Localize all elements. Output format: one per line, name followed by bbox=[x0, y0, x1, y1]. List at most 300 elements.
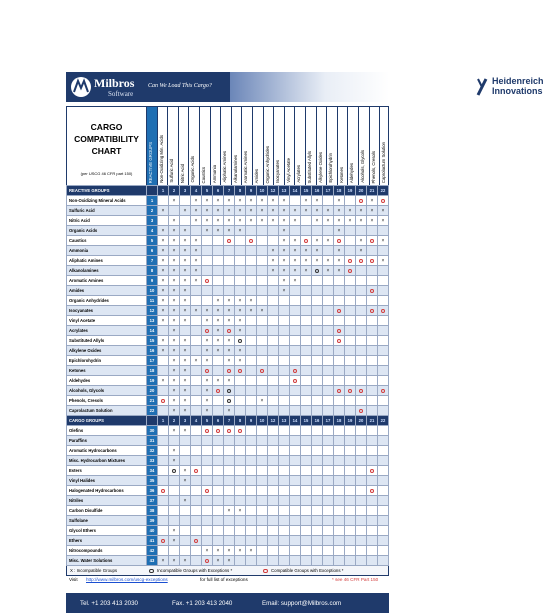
incompatible-mark-icon: × bbox=[282, 227, 286, 234]
grid-cell bbox=[158, 426, 169, 436]
incompatible-mark-icon: × bbox=[238, 297, 242, 304]
grid-cell bbox=[235, 366, 246, 376]
grid-cell bbox=[202, 346, 213, 356]
grid-cell bbox=[345, 406, 356, 416]
column-number: 22 bbox=[378, 416, 389, 426]
grid-cell bbox=[312, 436, 323, 446]
grid-cell bbox=[279, 326, 290, 336]
grid-cell bbox=[290, 506, 301, 516]
incompatible-mark-icon: × bbox=[359, 217, 363, 224]
grid-cell bbox=[257, 506, 268, 516]
compatible-exception-icon bbox=[304, 239, 309, 244]
row-label: Nitric Acid bbox=[67, 216, 147, 226]
grid-cell bbox=[257, 376, 268, 386]
incompatible-mark-icon: × bbox=[161, 207, 165, 214]
banner bbox=[66, 72, 544, 102]
grid-cell bbox=[224, 206, 235, 216]
grid-cell bbox=[158, 406, 169, 416]
incompatible-mark-icon: × bbox=[172, 297, 176, 304]
incompatible-mark-icon: × bbox=[304, 197, 308, 204]
legend bbox=[66, 566, 389, 576]
grid-cell bbox=[257, 216, 268, 226]
incompatible-mark-icon: × bbox=[194, 217, 198, 224]
incompatible-mark-icon: × bbox=[172, 447, 176, 454]
grid-cell bbox=[279, 346, 290, 356]
grid-cell bbox=[224, 276, 235, 286]
grid-cell bbox=[158, 506, 169, 516]
incompatible-mark-icon: × bbox=[161, 257, 165, 264]
column-number: 4 bbox=[191, 416, 202, 426]
grid-cell bbox=[202, 196, 213, 206]
row-number: 20 bbox=[147, 386, 158, 396]
row-number: 14 bbox=[147, 326, 158, 336]
grid-cell bbox=[224, 256, 235, 266]
incompatible-mark-icon: × bbox=[194, 197, 198, 204]
incompatible-mark-icon: × bbox=[315, 237, 319, 244]
grid-cell bbox=[191, 206, 202, 216]
exceptions-link[interactable]: http://www.milbros.com/uscg-exceptions bbox=[86, 577, 168, 582]
contact-footer bbox=[66, 593, 389, 613]
visit-line bbox=[66, 576, 389, 585]
grid-cell bbox=[213, 276, 224, 286]
grid-cell bbox=[312, 516, 323, 526]
column-number: 16 bbox=[312, 416, 323, 426]
table-row bbox=[67, 406, 389, 416]
grid-cell bbox=[268, 516, 279, 526]
column-header-label: Nitric Acid bbox=[179, 163, 185, 183]
grid-cell bbox=[290, 366, 301, 376]
grid-cell bbox=[202, 306, 213, 316]
grid-cell bbox=[334, 276, 345, 286]
grid-cell bbox=[290, 516, 301, 526]
grid-cell bbox=[191, 556, 202, 566]
compatible-exception-icon bbox=[263, 569, 268, 574]
incompatible-mark-icon: × bbox=[183, 247, 187, 254]
grid-cell bbox=[356, 466, 367, 476]
tagline: Can We Load This Cargo? bbox=[148, 83, 212, 89]
grid-cell bbox=[246, 226, 257, 236]
grid-cell bbox=[224, 496, 235, 506]
row-number: 6 bbox=[147, 246, 158, 256]
grid-cell bbox=[290, 346, 301, 356]
grid-cell bbox=[257, 246, 268, 256]
grid-cell bbox=[345, 286, 356, 296]
grid-cell bbox=[334, 336, 345, 346]
grid-cell bbox=[378, 456, 389, 466]
grid-cell bbox=[158, 246, 169, 256]
grid-cell bbox=[158, 326, 169, 336]
grid-cell bbox=[213, 336, 224, 346]
grid-cell bbox=[279, 496, 290, 506]
compatible-exception-icon bbox=[205, 279, 210, 284]
grid-cell bbox=[257, 356, 268, 366]
grid-cell bbox=[202, 256, 213, 266]
column-number: 16 bbox=[312, 186, 323, 196]
incompatible-mark-icon: × bbox=[205, 357, 209, 364]
column-header-label: Ammonia bbox=[211, 164, 217, 183]
grid-cell bbox=[268, 506, 279, 516]
grid-cell bbox=[169, 376, 180, 386]
grid-cell bbox=[290, 526, 301, 536]
table-row bbox=[67, 346, 389, 356]
incompatible-mark-icon: × bbox=[238, 217, 242, 224]
incompatible-mark-icon: × bbox=[161, 377, 165, 384]
grid-cell bbox=[279, 236, 290, 246]
grid-cell bbox=[158, 436, 169, 446]
column-header bbox=[347, 107, 358, 185]
grid-cell bbox=[268, 356, 279, 366]
grid-cell bbox=[367, 356, 378, 366]
grid-cell bbox=[180, 406, 191, 416]
grid-cell bbox=[312, 206, 323, 216]
incompatible-mark-icon: × bbox=[326, 217, 330, 224]
grid-cell bbox=[158, 336, 169, 346]
grid-cell bbox=[268, 476, 279, 486]
grid-cell bbox=[257, 276, 268, 286]
grid-cell bbox=[312, 306, 323, 316]
grid-cell bbox=[235, 266, 246, 276]
incompatible-mark-icon: × bbox=[216, 297, 220, 304]
grid-cell bbox=[334, 466, 345, 476]
column-number: 15 bbox=[301, 186, 312, 196]
grid-cell bbox=[290, 336, 301, 346]
grid-cell bbox=[246, 236, 257, 246]
grid-cell bbox=[169, 426, 180, 436]
grid-cell bbox=[356, 476, 367, 486]
grid-cell bbox=[213, 496, 224, 506]
grid-cell bbox=[378, 356, 389, 366]
grid-cell bbox=[180, 426, 191, 436]
grid-cell bbox=[268, 296, 279, 306]
grid-cell bbox=[180, 206, 191, 216]
grid-cell bbox=[345, 306, 356, 316]
incompatible-mark-icon: × bbox=[172, 427, 176, 434]
grid-cell bbox=[367, 496, 378, 506]
incompatible-mark-icon: × bbox=[183, 367, 187, 374]
grid-cell bbox=[323, 316, 334, 326]
compatible-exception-icon bbox=[359, 409, 364, 414]
grid-cell bbox=[246, 556, 257, 566]
grid-cell bbox=[312, 296, 323, 306]
grid-cell bbox=[301, 376, 312, 386]
compatible-exception-icon bbox=[370, 239, 375, 244]
grid-cell bbox=[378, 366, 389, 376]
grid-cell bbox=[345, 546, 356, 556]
grid-cell bbox=[235, 456, 246, 466]
grid-cell bbox=[345, 256, 356, 266]
incompatible-mark-icon: × bbox=[183, 397, 187, 404]
grid-cell bbox=[301, 556, 312, 566]
column-header-label: Amides bbox=[254, 168, 259, 183]
grid-cell bbox=[301, 206, 312, 216]
grid-cell bbox=[213, 426, 224, 436]
grid-cell bbox=[323, 356, 334, 366]
grid-cell bbox=[169, 476, 180, 486]
grid-cell bbox=[246, 476, 257, 486]
grid-cell bbox=[213, 486, 224, 496]
compatible-exception-icon bbox=[381, 199, 386, 204]
grid-cell bbox=[224, 296, 235, 306]
grid-cell bbox=[169, 196, 180, 206]
brand-subtitle: Software bbox=[108, 90, 134, 98]
grid-cell bbox=[334, 266, 345, 276]
grid-cell bbox=[235, 326, 246, 336]
incompatible-mark-icon: × bbox=[172, 267, 176, 274]
grid-cell bbox=[378, 246, 389, 256]
grid-cell bbox=[235, 396, 246, 406]
grid-cell bbox=[180, 336, 191, 346]
row-label: Amides bbox=[67, 286, 147, 296]
grid-cell bbox=[246, 316, 257, 326]
grid-cell bbox=[180, 356, 191, 366]
grid-cell bbox=[301, 196, 312, 206]
column-header bbox=[294, 107, 305, 185]
grid-cell bbox=[301, 476, 312, 486]
grid-cell bbox=[290, 256, 301, 266]
grid-cell bbox=[356, 256, 367, 266]
grid-cell bbox=[246, 386, 257, 396]
grid-cell bbox=[191, 406, 202, 416]
column-header-label: Substituted Allyls bbox=[307, 150, 312, 183]
grid-cell bbox=[158, 276, 169, 286]
grid-cell bbox=[235, 446, 246, 456]
grid-cell bbox=[213, 526, 224, 536]
incompatible-mark-icon: × bbox=[282, 247, 286, 254]
grid-cell bbox=[180, 216, 191, 226]
grid-cell bbox=[202, 406, 213, 416]
grid-cell bbox=[180, 346, 191, 356]
grid-cell bbox=[257, 496, 268, 506]
grid-cell bbox=[169, 496, 180, 506]
column-number: 1 bbox=[158, 416, 169, 426]
incompatible-mark-icon: × bbox=[183, 267, 187, 274]
grid-cell bbox=[334, 366, 345, 376]
column-header bbox=[188, 107, 199, 185]
grid-cell bbox=[202, 496, 213, 506]
grid-cell bbox=[158, 546, 169, 556]
grid-cell bbox=[290, 306, 301, 316]
row-label: Alcohols, Glycols bbox=[67, 386, 147, 396]
grid-cell bbox=[202, 266, 213, 276]
grid-cell bbox=[191, 396, 202, 406]
incompatible-exception-icon bbox=[172, 469, 177, 474]
incompatible-mark-icon: × bbox=[161, 347, 165, 354]
grid-cell bbox=[345, 516, 356, 526]
incompatible-mark-icon: × bbox=[359, 237, 363, 244]
row-label: Aliphatic Amines bbox=[67, 256, 147, 266]
grid-cell bbox=[345, 326, 356, 336]
incompatible-mark-icon: × bbox=[172, 197, 176, 204]
grid-cell bbox=[268, 436, 279, 446]
grid-cell bbox=[224, 406, 235, 416]
incompatible-mark-icon: × bbox=[172, 307, 176, 314]
grid-cell bbox=[279, 376, 290, 386]
column-number: 3 bbox=[180, 186, 191, 196]
grid-cell bbox=[312, 226, 323, 236]
grid-cell bbox=[191, 366, 202, 376]
column-number: 5 bbox=[202, 416, 213, 426]
grid-cell bbox=[279, 536, 290, 546]
incompatible-mark-icon: × bbox=[370, 197, 374, 204]
grid-cell bbox=[235, 516, 246, 526]
grid-cell bbox=[301, 356, 312, 366]
column-number: 3 bbox=[180, 416, 191, 426]
grid-cell bbox=[279, 356, 290, 366]
grid-cell bbox=[213, 226, 224, 236]
grid-cell bbox=[323, 486, 334, 496]
grid-cell bbox=[378, 466, 389, 476]
grid-cell bbox=[191, 526, 202, 536]
grid-cell bbox=[312, 486, 323, 496]
row-number: 13 bbox=[147, 316, 158, 326]
grid-cell bbox=[301, 286, 312, 296]
column-header bbox=[210, 107, 221, 185]
grid-cell bbox=[345, 346, 356, 356]
grid-cell bbox=[246, 256, 257, 266]
grid-cell bbox=[235, 536, 246, 546]
incompatible-exception-icon bbox=[315, 269, 320, 274]
grid-cell bbox=[312, 376, 323, 386]
grid-cell bbox=[378, 556, 389, 566]
grid-cell bbox=[367, 386, 378, 396]
grid-cell bbox=[279, 426, 290, 436]
grid-cell bbox=[246, 346, 257, 356]
partner-name-line1: Heidenreich bbox=[492, 76, 544, 86]
incompatible-mark-icon: × bbox=[359, 247, 363, 254]
grid-cell bbox=[367, 426, 378, 436]
table-row bbox=[67, 396, 389, 406]
grid-cell bbox=[191, 316, 202, 326]
legend-exceptions-item bbox=[149, 568, 154, 573]
chart-reference: (per USCG 46 CFR part 150) bbox=[80, 171, 133, 176]
section-header-row bbox=[67, 186, 389, 196]
grid-cell bbox=[246, 406, 257, 416]
grid-cell bbox=[367, 256, 378, 266]
grid-cell bbox=[356, 456, 367, 466]
compatible-exception-icon bbox=[227, 369, 232, 374]
grid-cell bbox=[246, 246, 257, 256]
grid-cell bbox=[345, 336, 356, 346]
row-number: 30 bbox=[147, 426, 158, 436]
grid-cell bbox=[323, 476, 334, 486]
grid-cell bbox=[257, 326, 268, 336]
incompatible-mark-icon: × bbox=[348, 217, 352, 224]
section-title: CARGO GROUPS bbox=[67, 416, 147, 426]
incompatible-mark-icon: × bbox=[282, 277, 286, 284]
grid-cell bbox=[169, 526, 180, 536]
incompatible-mark-icon: × bbox=[238, 347, 242, 354]
grid-cell bbox=[191, 376, 202, 386]
incompatible-mark-icon: × bbox=[315, 257, 319, 264]
grid-cell bbox=[213, 296, 224, 306]
incompatible-mark-icon: × bbox=[183, 337, 187, 344]
column-number: 12 bbox=[268, 186, 279, 196]
grid-cell bbox=[312, 316, 323, 326]
grid-cell bbox=[257, 466, 268, 476]
milbros-banner bbox=[66, 72, 230, 102]
section-spacer bbox=[147, 416, 158, 426]
grid-cell bbox=[202, 226, 213, 236]
grid-cell bbox=[202, 456, 213, 466]
grid-cell bbox=[356, 266, 367, 276]
grid-cell bbox=[191, 296, 202, 306]
incompatible-mark-icon: × bbox=[227, 507, 231, 514]
grid-cell bbox=[367, 436, 378, 446]
grid-cell bbox=[224, 546, 235, 556]
incompatible-mark-icon: × bbox=[183, 497, 187, 504]
column-number: 10 bbox=[257, 416, 268, 426]
grid-cell bbox=[257, 296, 268, 306]
grid-cell bbox=[235, 346, 246, 356]
incompatible-mark-icon: × bbox=[315, 217, 319, 224]
table-row bbox=[67, 556, 389, 566]
grid-cell bbox=[268, 456, 279, 466]
column-header bbox=[252, 107, 263, 185]
grid-cell bbox=[378, 236, 389, 246]
row-number: 18 bbox=[147, 366, 158, 376]
grid-cell bbox=[334, 256, 345, 266]
grid-cell bbox=[378, 406, 389, 416]
incompatible-mark-icon: × bbox=[161, 247, 165, 254]
grid-cell bbox=[268, 276, 279, 286]
grid-cell bbox=[224, 196, 235, 206]
grid-cell bbox=[378, 536, 389, 546]
grid-cell bbox=[356, 236, 367, 246]
grid-cell bbox=[378, 516, 389, 526]
grid-cell bbox=[378, 256, 389, 266]
grid-cell bbox=[301, 236, 312, 246]
grid-cell bbox=[290, 246, 301, 256]
grid-cell bbox=[356, 526, 367, 536]
grid-cell bbox=[378, 446, 389, 456]
grid-cell bbox=[290, 486, 301, 496]
grid-cell bbox=[235, 556, 246, 566]
incompatible-mark-icon: × bbox=[183, 237, 187, 244]
grid-cell bbox=[367, 526, 378, 536]
table-row bbox=[67, 486, 389, 496]
column-number: 22 bbox=[378, 186, 389, 196]
grid-cell bbox=[235, 306, 246, 316]
grid-cell bbox=[246, 426, 257, 436]
grid-cell bbox=[367, 376, 378, 386]
grid-cell bbox=[169, 386, 180, 396]
grid-cell bbox=[323, 446, 334, 456]
compatible-exception-icon bbox=[348, 389, 353, 394]
section-spacer bbox=[147, 186, 158, 196]
incompatible-mark-icon: × bbox=[227, 357, 231, 364]
grid-cell bbox=[180, 546, 191, 556]
grid-cell bbox=[158, 316, 169, 326]
grid-cell bbox=[191, 516, 202, 526]
grid-cell bbox=[345, 496, 356, 506]
grid-cell bbox=[367, 226, 378, 236]
grid-cell bbox=[246, 516, 257, 526]
grid-cell bbox=[356, 346, 367, 356]
grid-cell bbox=[257, 546, 268, 556]
incompatible-mark-icon: × bbox=[205, 217, 209, 224]
grid-cell bbox=[158, 526, 169, 536]
grid-cell bbox=[246, 216, 257, 226]
column-number: 19 bbox=[345, 186, 356, 196]
grid-cell bbox=[312, 256, 323, 266]
grid-cell bbox=[169, 246, 180, 256]
grid-cell bbox=[257, 366, 268, 376]
grid-cell bbox=[235, 296, 246, 306]
incompatible-mark-icon: × bbox=[249, 307, 253, 314]
row-label: Olefins bbox=[67, 426, 147, 436]
row-label: Isocyanates bbox=[67, 306, 147, 316]
grid-cell bbox=[334, 326, 345, 336]
